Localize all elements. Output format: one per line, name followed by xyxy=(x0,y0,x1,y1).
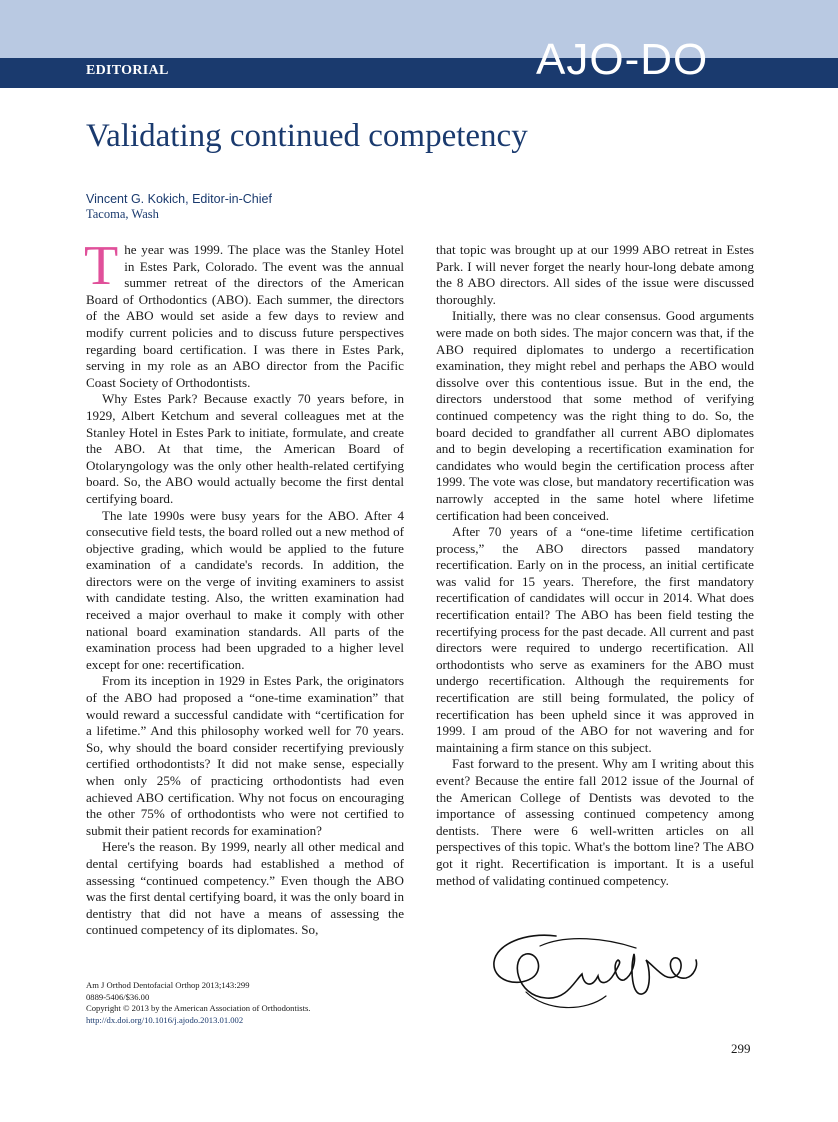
body-paragraph: that topic was brought up at our 1999 ABO retreat in Estes Park. I will never forget the nearly hour-long debate among the 8 ABO directors. All sides of the issue were discussed thoroughly. xyxy=(436,242,754,307)
body-paragraph: The late 1990s were busy years for the ABO. After 4 consecutive field tests, the board rolled out a new method of objective grading, which would be applied to the future examination of a candidate's records. In addition, the directors were on the verge of inviting examiners to assist with candidate testing. Also, the written examination had received a major overhaul to make it comply with other national board examination standards. All parts of the examination process had been upgraded to a higher level except for one: recertification. xyxy=(86,507,404,672)
left-column xyxy=(84,235,404,939)
author-location: Tacoma, Wash xyxy=(86,207,159,221)
issn-line: 0889-5406/$36.00 xyxy=(86,991,150,1002)
doi-link[interactable]: http://dx.doi.org/10.1016/j.ajodo.2013.01.002 xyxy=(86,1014,244,1025)
body-paragraph: Fast forward to the present. Why am I writing about this event? Because the entire fall 2012 issue of the Journal of the American College of Dentists was devoted to the importance of assessing continued competency among dentists. There were 6 well-written articles on all perspectives of this topic. What's the bottom line? The ABO got it right. Recertification is important. It is a useful method of validating continued competency. xyxy=(436,756,754,888)
drop-cap: T xyxy=(84,235,119,297)
body-paragraph: From its inception in 1929 in Estes Park, the originators of the ABO had proposed a “one-time examination” that would reward a successful candidate with “certification for a lifetime.” And this philosophy worked well for 70 years. So, why should the board consider recertifying previously certified orthodontists? It did not make sense, especially when only 25% of practicing orthodontists had even achieved ABO certification. Why not focus on encouraging the other 75% of orthodontists who were not certified to submit their patient records for examination? xyxy=(86,673,404,838)
article-footer xyxy=(86,980,310,1026)
body-paragraph: Why Estes Park? Because exactly 70 years before, in 1929, Albert Ketchum and several colleagues met at the Stanley Hotel in Estes Park to initiate, formulate, and create the ABO. At that time, the American Board of Otolaryngology was the only other health-related certifying board. So, the ABO would actually become the first dental certifying board. xyxy=(86,391,404,506)
copyright-line: Copyright © 2013 by the American Association of Orthodontists. xyxy=(86,1003,311,1014)
body-paragraph: The year was 1999. The place was the Stanley Hotel in Estes Park, Colorado. The event was the annual summer retreat of the directors of the American Board of Orthodontics (ABO). Each summer, the directors of the ABO would set aside a few days to review and modify current policies and to discuss future perspectives regarding board certification. I was there in Estes Park, serving in my role as an ABO director from the Pacific Coast Society of Orthodontists. xyxy=(84,235,404,390)
page-number: 299 xyxy=(731,1041,751,1056)
author-signature xyxy=(486,926,706,1018)
journal-logo: AJO-DO xyxy=(536,35,709,84)
right-column xyxy=(436,242,754,889)
header-top-band xyxy=(0,0,838,58)
citation-line: Am J Orthod Dentofacial Orthop 2013;143:299 xyxy=(86,980,250,990)
body-paragraph: After 70 years of a “one-time lifetime certification process,” the ABO directors passed mandatory recertification. Early on in the process, an initial certificate was valid for 15 years. Therefore, the first mandatory recertification of candidates will occur in 2014. What does recertification entail? The ABO has been field testing the recertifying process for the past decade. All current and past directors were required to undergo recertification. All orthodontists who serve as examiners for the ABO must undergo recertification. Although the requirements for recertification are still being formulated, the policy of recertification has been upheld since it was approved in 1999. I am proud of the ABO for not wavering and for maintaining a firm stance on this subject. xyxy=(436,524,754,755)
body-paragraph: Initially, there was no clear consensus. Good arguments were made on both sides. The major concern was that, if the ABO required diplomates to undergo a recertification examination, they might rebel and perhaps the ABO would dissolve over this contentious issue. But in the end, the directors understood that some method of verifying continued competency was the right thing to do. So, the board decided to grandfather all current ABO diplomates and to begin developing a recertification examination for candidates who would begin the certification process after 1999. The vote was close, but mandatory recertification was narrowly accepted in the same hotel where lifetime certification had been conceived. xyxy=(436,308,754,523)
article-author: Vincent G. Kokich, Editor-in-Chief xyxy=(86,192,272,206)
article-title: Validating continued competency xyxy=(86,118,528,154)
section-label: EDITORIAL xyxy=(86,63,169,78)
body-paragraph: Here's the reason. By 1999, nearly all other medical and dental certifying boards had established a method of assessing “continued competency.” Even though the ABO was the first dental certifying board, it was the only board in dentistry that did not have a means of assessing the continued competency of its diplomates. So, xyxy=(86,839,404,938)
